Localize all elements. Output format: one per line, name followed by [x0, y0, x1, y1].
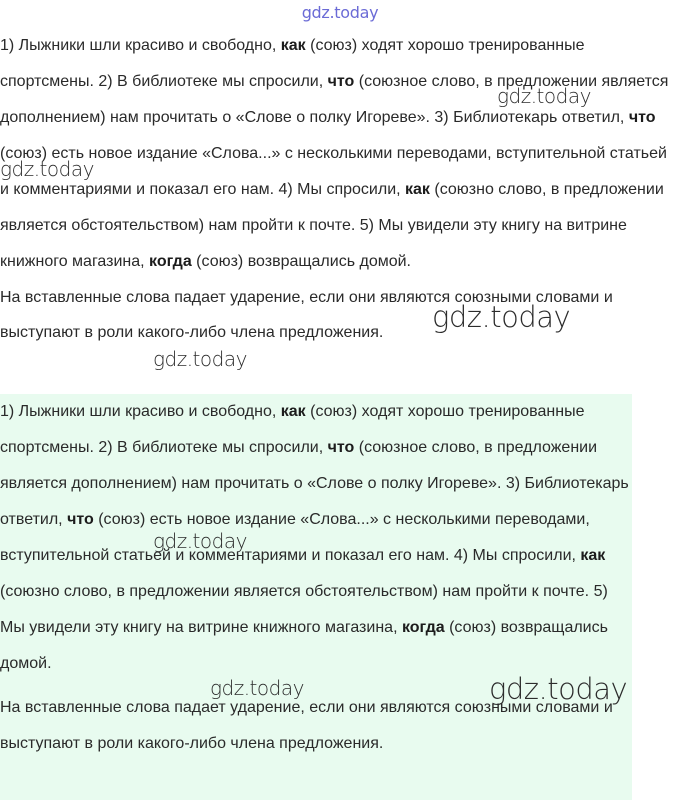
emphasized-word: как: [405, 181, 430, 198]
original-paragraph: 1) Лыжники шли красиво и свободно, как (союз) ходят хорошо тренированные спортсмены. 2) В библиотеке мы спросили, что (союзное слово, в предложении является дополнением) нам прочитать о «Слове о полку Игореве». 3) Библиотекарь ответил, что (союз) есть новое издание «Слова...» с несколькими переводами, вступительной статьей и комментариями и показал его нам. 4) Мы спросили, как (союзно слово, в предложении является обстоятельством) нам пройти к почте. 5) Мы увидели эту книгу на витрине книжного магазина, когда (союз) возвращались домой.: [0, 37, 669, 270]
watermark: gdz.today: [0, 157, 94, 181]
emphasized-word: что: [327, 439, 355, 456]
header-watermark: gdz.today: [301, 3, 379, 22]
watermark: gdz.today: [153, 347, 247, 371]
original-text-block: [0, 28, 680, 350]
emphasized-word: что: [628, 109, 656, 126]
solution-note: На вставленные слова падает ударение, если они являются союзными словами и выступают в роли какого-либо члена предложения.: [0, 699, 613, 752]
solution-paragraph: 1) Лыжники шли красиво и свободно, как (союз) ходят хорошо тренированные спортсмены. 2) В библиотеке мы спросили, что (союзное слово, в предложении является дополнением) нам прочитать о «Слове о полку Игореве». 3) Библиотекарь ответил, что (союз) есть новое издание «Слова...» с несколькими переводами, вступительной статьей и комментариями и показал его нам. 4) Мы спросили, как (союзно слово, в предложении является обстоятельством) нам пройти к почте. 5) Мы увидели эту книгу на витрине книжного магазина, когда (союз) возвращались домой.: [0, 403, 629, 672]
emphasized-word: что: [67, 511, 94, 528]
watermark: gdz.today: [210, 676, 304, 700]
watermark: gdz.today: [489, 672, 628, 706]
solution-text-block: [0, 394, 632, 800]
emphasized-word: как: [280, 37, 306, 54]
emphasized-word: как: [580, 547, 606, 564]
watermark: gdz.today: [432, 300, 571, 334]
emphasized-word: как: [280, 403, 306, 420]
original-note: На вставленные слова падает ударение, если они являются союзными словами и выступают в роли какого-либо члена предложения.: [0, 289, 613, 341]
watermark: gdz.today: [497, 84, 591, 108]
emphasized-word: когда: [401, 619, 445, 636]
emphasized-word: когда: [149, 253, 192, 270]
emphasized-word: что: [327, 73, 355, 90]
watermark: gdz.today: [153, 529, 247, 553]
